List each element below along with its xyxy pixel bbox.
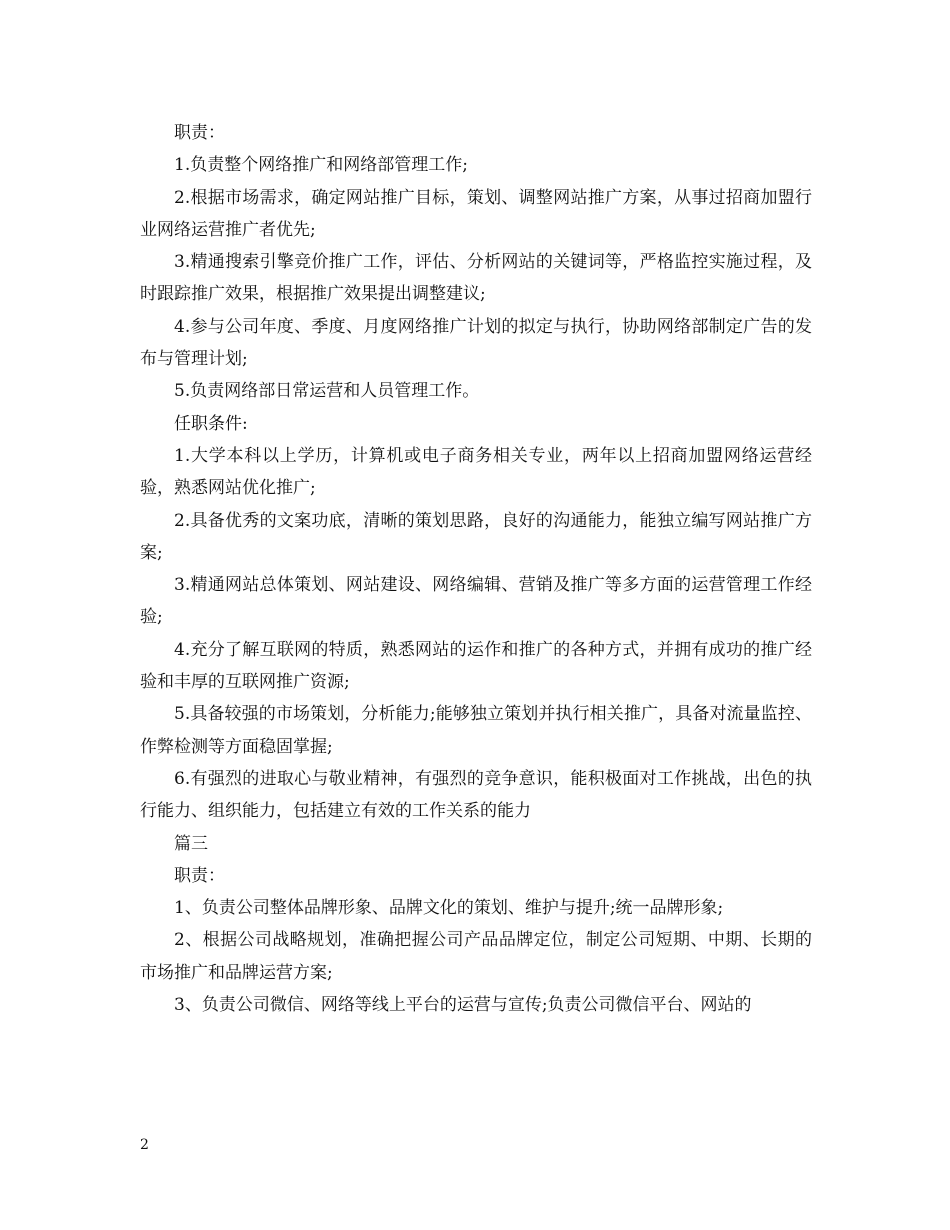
paragraph: 3、负责公司微信、网络等线上平台的运营与宣传;负责公司微信平台、网站的 xyxy=(174,995,752,1016)
paragraph: 3.精通网站总体策划、网站建设、网络编辑、营销及推广等多方面的运营管理工作经验; xyxy=(140,575,812,628)
paragraph: 4.充分了解互联网的特质，熟悉网站的运作和推广的各种方式，并拥有成功的推广经验和丰厚的互联网推广资源; xyxy=(140,639,812,693)
heading-duties: 职责： xyxy=(174,865,225,886)
paragraph: 2.具备优秀的文案功底，清晰的策划思路，良好的沟通能力，能独立编写网站推广方案; xyxy=(140,510,812,563)
paragraph: 1、负责公司整体品牌形象、品牌文化的策划、维护与提升;统一品牌形象; xyxy=(174,898,724,919)
paragraph: 1.负责整个网络推广和网络部管理工作; xyxy=(174,155,468,176)
heading-duties: 职责： xyxy=(174,123,225,143)
section-title: 篇三 xyxy=(174,833,208,854)
paragraph: 3.精通搜索引擎竞价推广工作，评估、分析网站的关键词等，严格监控实施过程，及时跟踪推广效果，根据推广效果提出调整建议; xyxy=(140,252,812,305)
paragraph: 2.根据市场需求，确定网站推广目标，策划、调整网站推广方案，从事过招商加盟行业网络运营推广者优先; xyxy=(140,187,812,240)
paragraph: 6.有强烈的进取心与敬业精神，有强烈的竞争意识，能积极面对工作挑战，出色的执行能力、组织能力，包括建立有效的工作关系的能力 xyxy=(140,768,812,822)
paragraph: 5.负责网络部日常运营和人员管理工作。 xyxy=(174,381,480,402)
heading-requirements: 任职条件: xyxy=(174,413,248,434)
paragraph: 4.参与公司年度、季度、月度网络推广计划的拟定与执行，协助网络部制定广告的发布与管理计划; xyxy=(140,316,812,370)
document-body xyxy=(140,117,812,1021)
paragraph: 5.具备较强的市场策划，分析能力;能够独立策划并执行相关推广，具备对流量监控、作弊检测等方面稳固掌握; xyxy=(140,704,812,757)
paragraph: 2、根据公司战略规划，准确把握公司产品品牌定位，制定公司短期、中期、长期的市场推广和品牌运营方案; xyxy=(140,930,812,983)
paragraph: 1.大学本科以上学历，计算机或电子商务相关专业，两年以上招商加盟网络运营经验，熟悉网站优化推广; xyxy=(140,445,812,499)
page-number: 2 xyxy=(140,1137,149,1153)
